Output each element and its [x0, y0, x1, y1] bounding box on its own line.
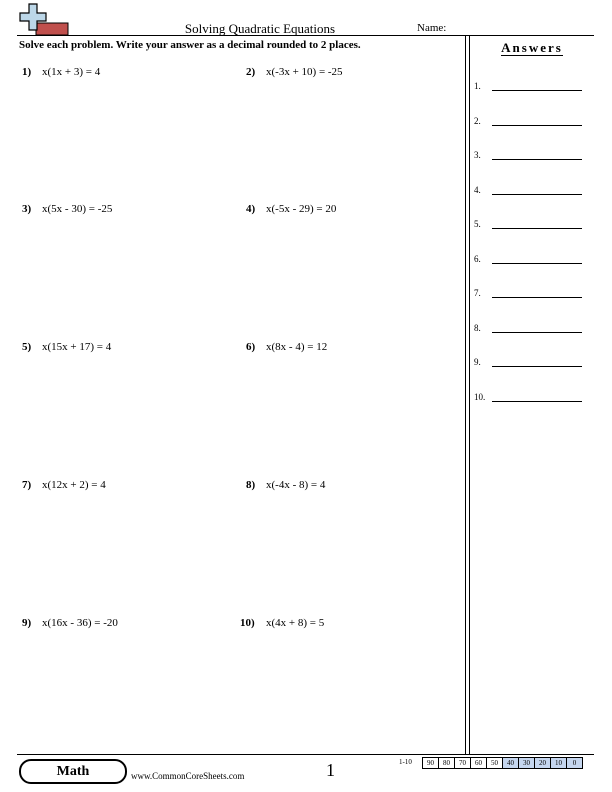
answer-label: 6.: [474, 254, 481, 264]
answer-row-6: [474, 254, 594, 268]
problem-equation: x(-5x - 29) = 20: [266, 203, 337, 215]
answer-label: 1.: [474, 81, 481, 91]
top-divider: [17, 35, 594, 36]
problem-10: [240, 617, 324, 629]
problem-number: 3): [22, 203, 32, 215]
answer-row-2: [474, 116, 594, 130]
problem-equation: x(12x + 2) = 4: [42, 479, 106, 491]
problem-number: 2): [246, 66, 256, 78]
answer-row-3: [474, 150, 594, 164]
problem-number: 1): [22, 66, 32, 78]
answer-row-5: [474, 219, 594, 233]
problem-4: [246, 203, 336, 215]
score-cell: 60: [470, 757, 487, 769]
answer-blank[interactable]: [492, 297, 582, 298]
problem-number: 8): [246, 479, 256, 491]
answer-row-7: [474, 288, 594, 302]
score-cell: 20: [534, 757, 551, 769]
score-range-label: 1-10: [399, 758, 412, 766]
problem-number: 9): [22, 617, 32, 629]
bottom-divider: [17, 754, 594, 755]
problem-number: 4): [246, 203, 256, 215]
problem-equation: x(8x - 4) = 12: [266, 341, 328, 353]
answer-row-8: [474, 323, 594, 337]
answer-row-9: [474, 357, 594, 371]
answer-label: 2.: [474, 116, 481, 126]
problem-5: [22, 341, 111, 353]
problem-number: 10): [240, 617, 255, 629]
problem-equation: x(5x - 30) = -25: [42, 203, 113, 215]
answer-row-10: [474, 392, 594, 406]
column-divider-left: [465, 35, 466, 754]
score-cell: 40: [502, 757, 519, 769]
problem-2: [246, 66, 343, 78]
subject-badge: Math: [19, 759, 127, 784]
column-divider-right: [469, 35, 470, 754]
problem-equation: x(-4x - 8) = 4: [266, 479, 326, 491]
problem-6: [246, 341, 327, 353]
answer-label: 7.: [474, 288, 481, 298]
answer-label: 3.: [474, 150, 481, 160]
score-cell: 80: [438, 757, 455, 769]
problem-number: 6): [246, 341, 256, 353]
score-cell: 70: [454, 757, 471, 769]
answer-label: 9.: [474, 357, 481, 367]
problem-number: 5): [22, 341, 32, 353]
name-label: Name:: [417, 22, 447, 34]
problem-9: [22, 617, 118, 629]
problem-3: [22, 203, 112, 215]
problem-number: 7): [22, 479, 32, 491]
answer-blank[interactable]: [492, 401, 582, 402]
problem-equation: x(15x + 17) = 4: [42, 341, 112, 353]
answer-label: 5.: [474, 219, 481, 229]
score-cell: 0: [566, 757, 583, 769]
answer-blank[interactable]: [492, 263, 582, 264]
score-cell: 90: [422, 757, 439, 769]
worksheet-title: Solving Quadratic Equations: [184, 21, 336, 36]
answer-blank[interactable]: [492, 90, 582, 91]
problem-equation: x(-3x + 10) = -25: [266, 66, 343, 78]
page-number: 1: [326, 760, 335, 780]
problem-equation: x(16x - 36) = -20: [42, 617, 118, 629]
problem-equation: x(4x + 8) = 5: [266, 617, 325, 629]
answer-label: 10.: [474, 392, 486, 402]
score-cell: 30: [518, 757, 535, 769]
score-grid: [423, 757, 583, 769]
answer-blank[interactable]: [492, 159, 582, 160]
score-cell: 50: [486, 757, 503, 769]
answer-blank[interactable]: [492, 194, 582, 195]
problem-8: [246, 479, 325, 491]
instructions: Solve each problem. Write your answer as a decimal rounded to 2 places.: [19, 39, 361, 51]
answer-blank[interactable]: [492, 332, 582, 333]
answers-heading: Answers: [501, 40, 563, 55]
answer-label: 4.: [474, 185, 481, 195]
answer-row-4: [474, 185, 594, 199]
answer-blank[interactable]: [492, 125, 582, 126]
answer-blank[interactable]: [492, 228, 582, 229]
plus-eraser-logo-icon: [17, 3, 69, 36]
problem-equation: x(1x + 3) = 4: [42, 66, 101, 78]
answer-row-1: [474, 81, 594, 95]
answer-label: 8.: [474, 323, 481, 333]
website-link[interactable]: www.CommonCoreSheets.com: [131, 771, 245, 781]
problem-1: [22, 66, 100, 78]
score-cell: 10: [550, 757, 567, 769]
answer-blank[interactable]: [492, 366, 582, 367]
problem-7: [22, 479, 106, 491]
